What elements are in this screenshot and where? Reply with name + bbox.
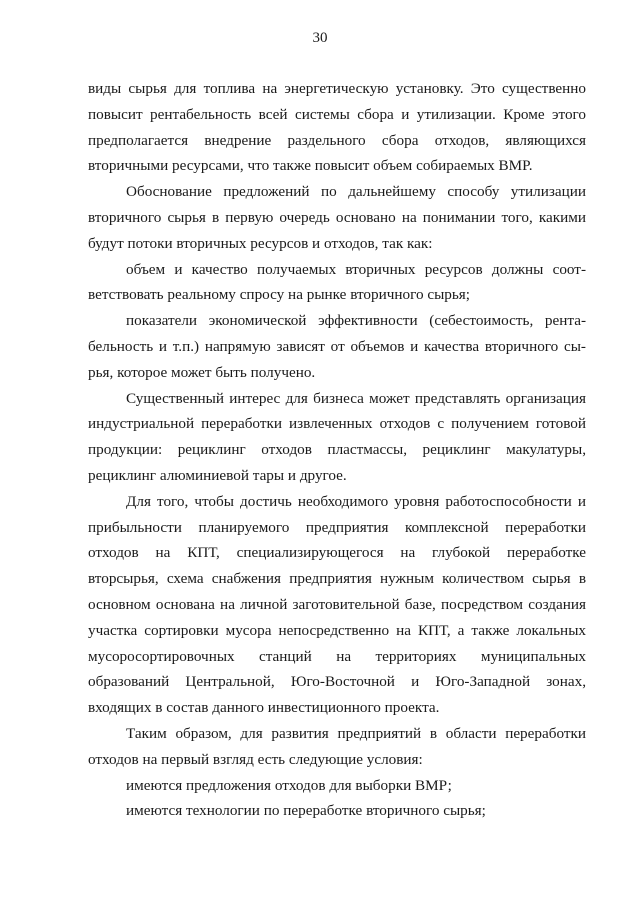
text-line: повысит рентабельность всей системы сбора и утилизации. Кроме этого (88, 105, 586, 123)
text-line: Обоснование предложений по дальнейшему способу утилизации (126, 183, 586, 201)
text-line: вторсырья, схема снабжения предприятия нужным количеством сырья в (88, 570, 586, 588)
paragraph (88, 179, 586, 256)
text-line: отходов на КПТ, специализирующегося на глубокой переработке (88, 544, 586, 562)
text-line: участка сортировки мусора непосредственно на КПТ, а также локальных (88, 621, 586, 639)
text-line: бельность и т.п.) напрямую зависят от объемов и качества вторичного сы- (88, 337, 586, 355)
text-line: основном основана на личной заготовительной базе, посредством создания (88, 595, 586, 613)
text-line: продукции: рециклинг отходов пластмассы, рециклинг макулатуры, (88, 441, 586, 459)
text-line: Существенный интерес для бизнеса может представлять организация (126, 389, 586, 407)
paragraph (88, 257, 586, 309)
text-line: вторичного сырья в первую очередь основано на понимании того, какими (88, 208, 586, 226)
text-line: показатели экономической эффективности (себестоимость, рента- (126, 312, 586, 330)
text-line: отходов на первый взгляд есть следующие условия: (88, 750, 423, 768)
paragraph (88, 721, 586, 773)
text-line: объем и качество получаемых вторичных ресурсов должны соот- (126, 260, 586, 278)
text-line: предполагается внедрение раздельного сбора отходов, являющихся (88, 131, 586, 149)
text-line: ветствовать реальному спросу на рынке вторичного сырья; (88, 286, 471, 304)
paragraph (88, 798, 586, 824)
text-line: мусоросортировочных станций на территориях муниципальных (88, 647, 586, 665)
document-body (88, 76, 586, 824)
text-line: виды сырья для топлива на энергетическую установку. Это существенно (88, 80, 586, 97)
paragraph (88, 308, 586, 385)
text-line: входящих в состав данного инвестиционного проекта. (88, 699, 440, 717)
text-line: будут потоки вторичных ресурсов и отходов, так как: (88, 234, 433, 252)
text-line: имеются предложения отходов для выборки ВМР; (126, 776, 452, 794)
text-line: рециклинг алюминиевой тары и другое. (88, 466, 347, 484)
text-line: Для того, чтобы достичь необходимого уровня работоспособности и (126, 492, 586, 510)
text-line: индустриальной переработки извлеченных отходов с получением готовой (88, 415, 586, 433)
text-line: образований Центральной, Юго-Восточной и Юго-Западной зонах, (88, 673, 586, 691)
paragraph (88, 386, 586, 489)
paragraph (88, 489, 586, 721)
text-line: рья, которое может быть получено. (88, 363, 316, 381)
page-number: 30 (312, 30, 328, 46)
text-line: прибыльности планируемого предприятия комплексной переработки (88, 518, 586, 536)
paragraph (88, 76, 586, 179)
text-line: имеются технологии по переработке вторичного сырья; (126, 802, 486, 820)
text-line: Таким образом, для развития предприятий в области переработки (126, 724, 586, 742)
paragraph (88, 773, 586, 799)
text-line: вторичными ресурсами, что также повысит объем собираемых ВМР. (88, 157, 533, 175)
